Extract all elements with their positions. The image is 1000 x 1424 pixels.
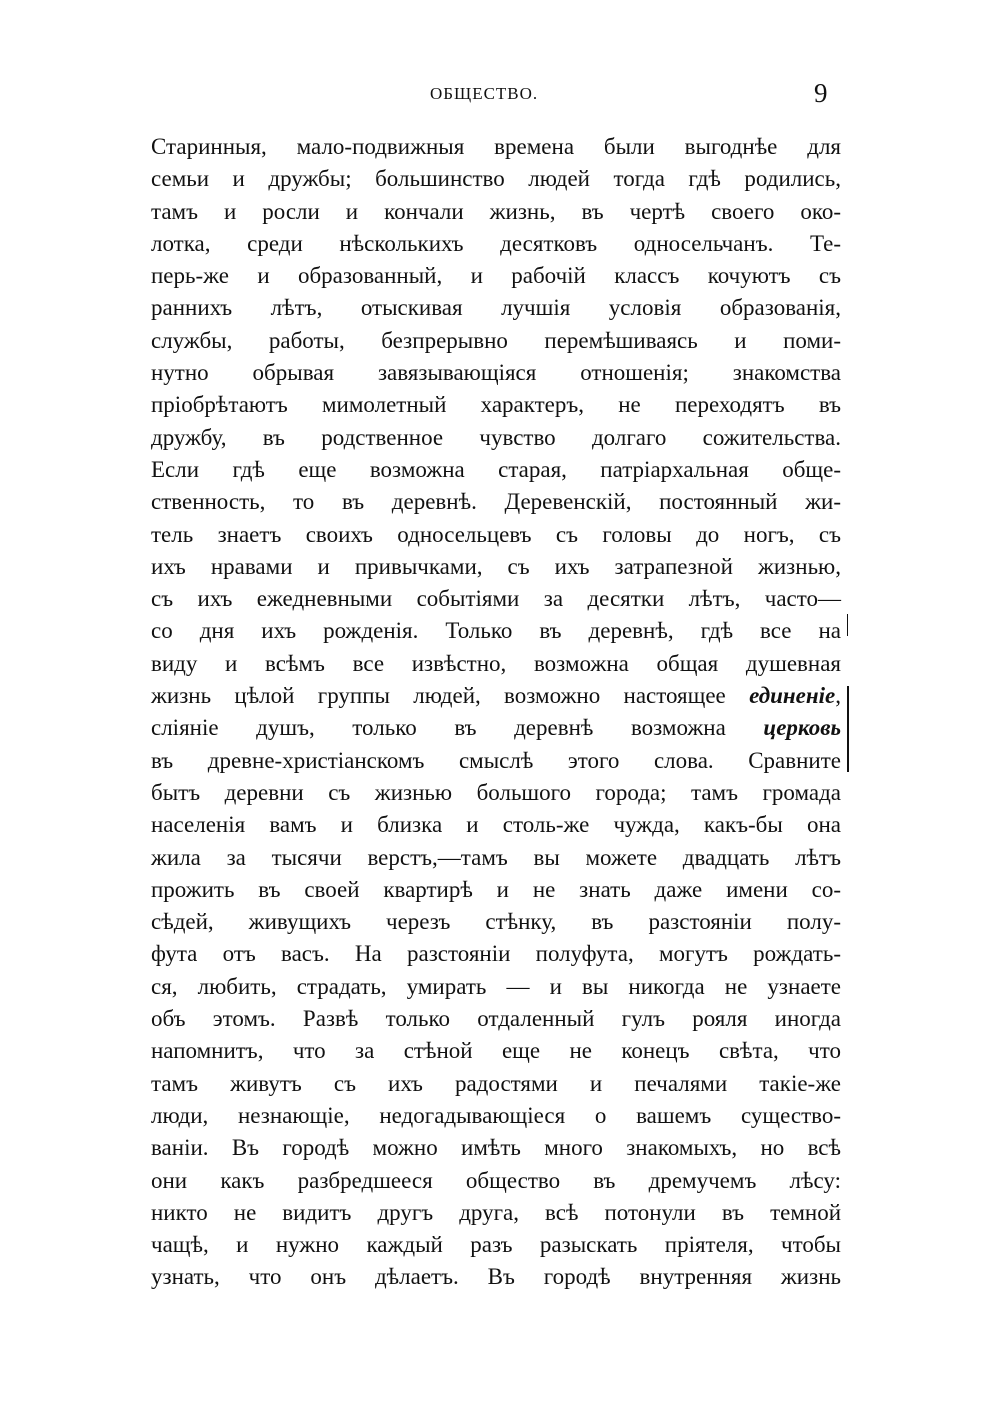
text-line — [151, 842, 841, 874]
line-text: ся, любить, страдать, умирать — и вы никогда не узнаете — [151, 973, 841, 999]
line-text: сѣдей, живущихъ черезъ стѣнку, въ разстояніи полу- — [151, 909, 841, 935]
line-text: перь-же и образованный, и рабочій классъ кочуютъ съ — [151, 263, 841, 289]
line-text: нутно обрывая завязывающіяся отношенія; знакомства — [151, 360, 841, 386]
line-text: чащѣ, и нужно каждый разъ разыскать пріятеля, чтобы — [151, 1232, 841, 1258]
line-text: фута отъ васъ. На разстояніи полуфута, могутъ рождать- — [151, 941, 841, 967]
text-line — [151, 1035, 841, 1067]
text-line — [151, 712, 841, 744]
text-line — [151, 422, 841, 454]
line-text: тель знаетъ своихъ односельцевъ съ головы до ногъ, съ — [151, 521, 841, 547]
line-text: объ этомъ. Развѣ только отдаленный гулъ рояля иногда — [151, 1006, 841, 1032]
line-text: дружбу, въ родственное чувство долгаго сожительства. — [151, 424, 841, 450]
line-text: населенія вамъ и близка и столь-же чужда, какъ-бы она — [151, 812, 841, 838]
line-text: жила за тысячи верстъ,—тамъ вы можете двадцать лѣтъ — [151, 844, 841, 870]
text-line — [151, 357, 841, 389]
line-text: люди, незнающіе, недогадывающіеся о вашемъ существо- — [151, 1102, 841, 1128]
text-line — [151, 1165, 841, 1197]
text-line — [151, 551, 841, 583]
line-text: никто не видитъ другъ друга, всѣ потонули въ темной — [151, 1199, 841, 1225]
text-line — [151, 648, 841, 680]
running-header — [0, 78, 1000, 112]
text-line — [151, 874, 841, 906]
text-line — [151, 583, 841, 615]
text-line — [151, 486, 841, 518]
text-line — [151, 1197, 841, 1229]
text-line — [151, 292, 841, 324]
text-line — [151, 228, 841, 260]
text-line — [151, 1132, 841, 1164]
line-text: узнать, что онъ дѣлаетъ. Въ городѣ внутренняя жизнь — [151, 1264, 841, 1290]
line-text: Старинныя, мало-подвижныя времена были выгоднѣе для — [151, 134, 841, 159]
text-line — [151, 906, 841, 938]
text-line — [151, 163, 841, 195]
line-text: тамъ живутъ съ ихъ радостями и печалями такіе-же — [151, 1070, 841, 1096]
text-line — [151, 745, 841, 777]
line-text: прожить въ своей квартирѣ и не знать даже имени со- — [151, 876, 841, 902]
line-text: ихъ нравами и привычками, съ ихъ затрапезной жизнью, — [151, 553, 841, 579]
line-text: семьи и дружбы; большинство людей тогда гдѣ родились, — [151, 166, 841, 192]
text-line — [151, 971, 841, 1003]
text-line — [151, 325, 841, 357]
line-text: тамъ и росли и кончали жизнь, въ чертѣ своего око- — [151, 198, 841, 224]
line-text: съ ихъ ежедневными событіями за десятки лѣтъ, часто— — [151, 586, 841, 612]
text-line — [151, 196, 841, 228]
text-line — [151, 1261, 841, 1293]
line-text: со дня ихъ рожденія. Только въ деревнѣ, гдѣ все на — [151, 618, 841, 644]
text-line — [151, 519, 841, 551]
page-number: 9 — [814, 78, 828, 108]
text-line — [151, 938, 841, 970]
line-text: службы, работы, безпрерывно перемѣшиваясь и поми- — [151, 327, 841, 353]
text-line — [151, 1068, 841, 1100]
margin-mark — [847, 686, 849, 772]
line-text: лотка, среди нѣсколькихъ десятковъ односельчанъ. Те- — [151, 230, 841, 256]
text-line — [151, 777, 841, 809]
text-line — [151, 615, 841, 647]
text-line — [151, 389, 841, 421]
line-text: бытъ деревни съ жизнью большого города; тамъ громада — [151, 779, 841, 805]
line-text: пріобрѣтаютъ мимолетный характеръ, не переходятъ въ — [151, 392, 841, 418]
text-line — [151, 1003, 841, 1035]
line-text: раннихъ лѣтъ, отыскивая лучшія условія образованія, — [151, 295, 841, 321]
margin-mark — [847, 614, 848, 636]
text-line — [151, 1229, 841, 1261]
text-line — [151, 1100, 841, 1132]
text-line — [151, 260, 841, 292]
line-text: ственность, то въ деревнѣ. Деревенскій, постоянный жи- — [151, 489, 841, 515]
line-text: ваніи. Въ городѣ можно имѣть много знакомыхъ, но всѣ — [151, 1135, 841, 1161]
text-line — [151, 454, 841, 486]
running-title: ОБЩЕСТВО. — [430, 84, 539, 103]
line-text: Если гдѣ еще возможна старая, патріархальная обще- — [151, 456, 841, 482]
text-line — [151, 680, 841, 712]
line-text: въ древне-христіанскомъ смыслѣ этого слова. Сравните — [151, 747, 841, 773]
text-line — [151, 131, 841, 163]
line-text: напомнитъ, что за стѣной еще не конецъ свѣта, что — [151, 1038, 841, 1064]
line-text: сліяніе душъ, только въ деревнѣ возможна — [151, 715, 764, 741]
line-text: , — [835, 683, 841, 709]
line-text: они какъ разбредшееся общество въ дремучемъ лѣсу: — [151, 1167, 841, 1193]
line-text: жизнь цѣлой группы людей, возможно настоящее — [151, 683, 750, 709]
line-text: виду и всѣмъ все извѣстно, возможна общая душевная — [151, 650, 841, 676]
text-line — [151, 809, 841, 841]
emphasized-word: церковь — [763, 715, 841, 741]
body-text — [151, 131, 841, 1294]
emphasized-word: единеніе — [749, 683, 836, 709]
